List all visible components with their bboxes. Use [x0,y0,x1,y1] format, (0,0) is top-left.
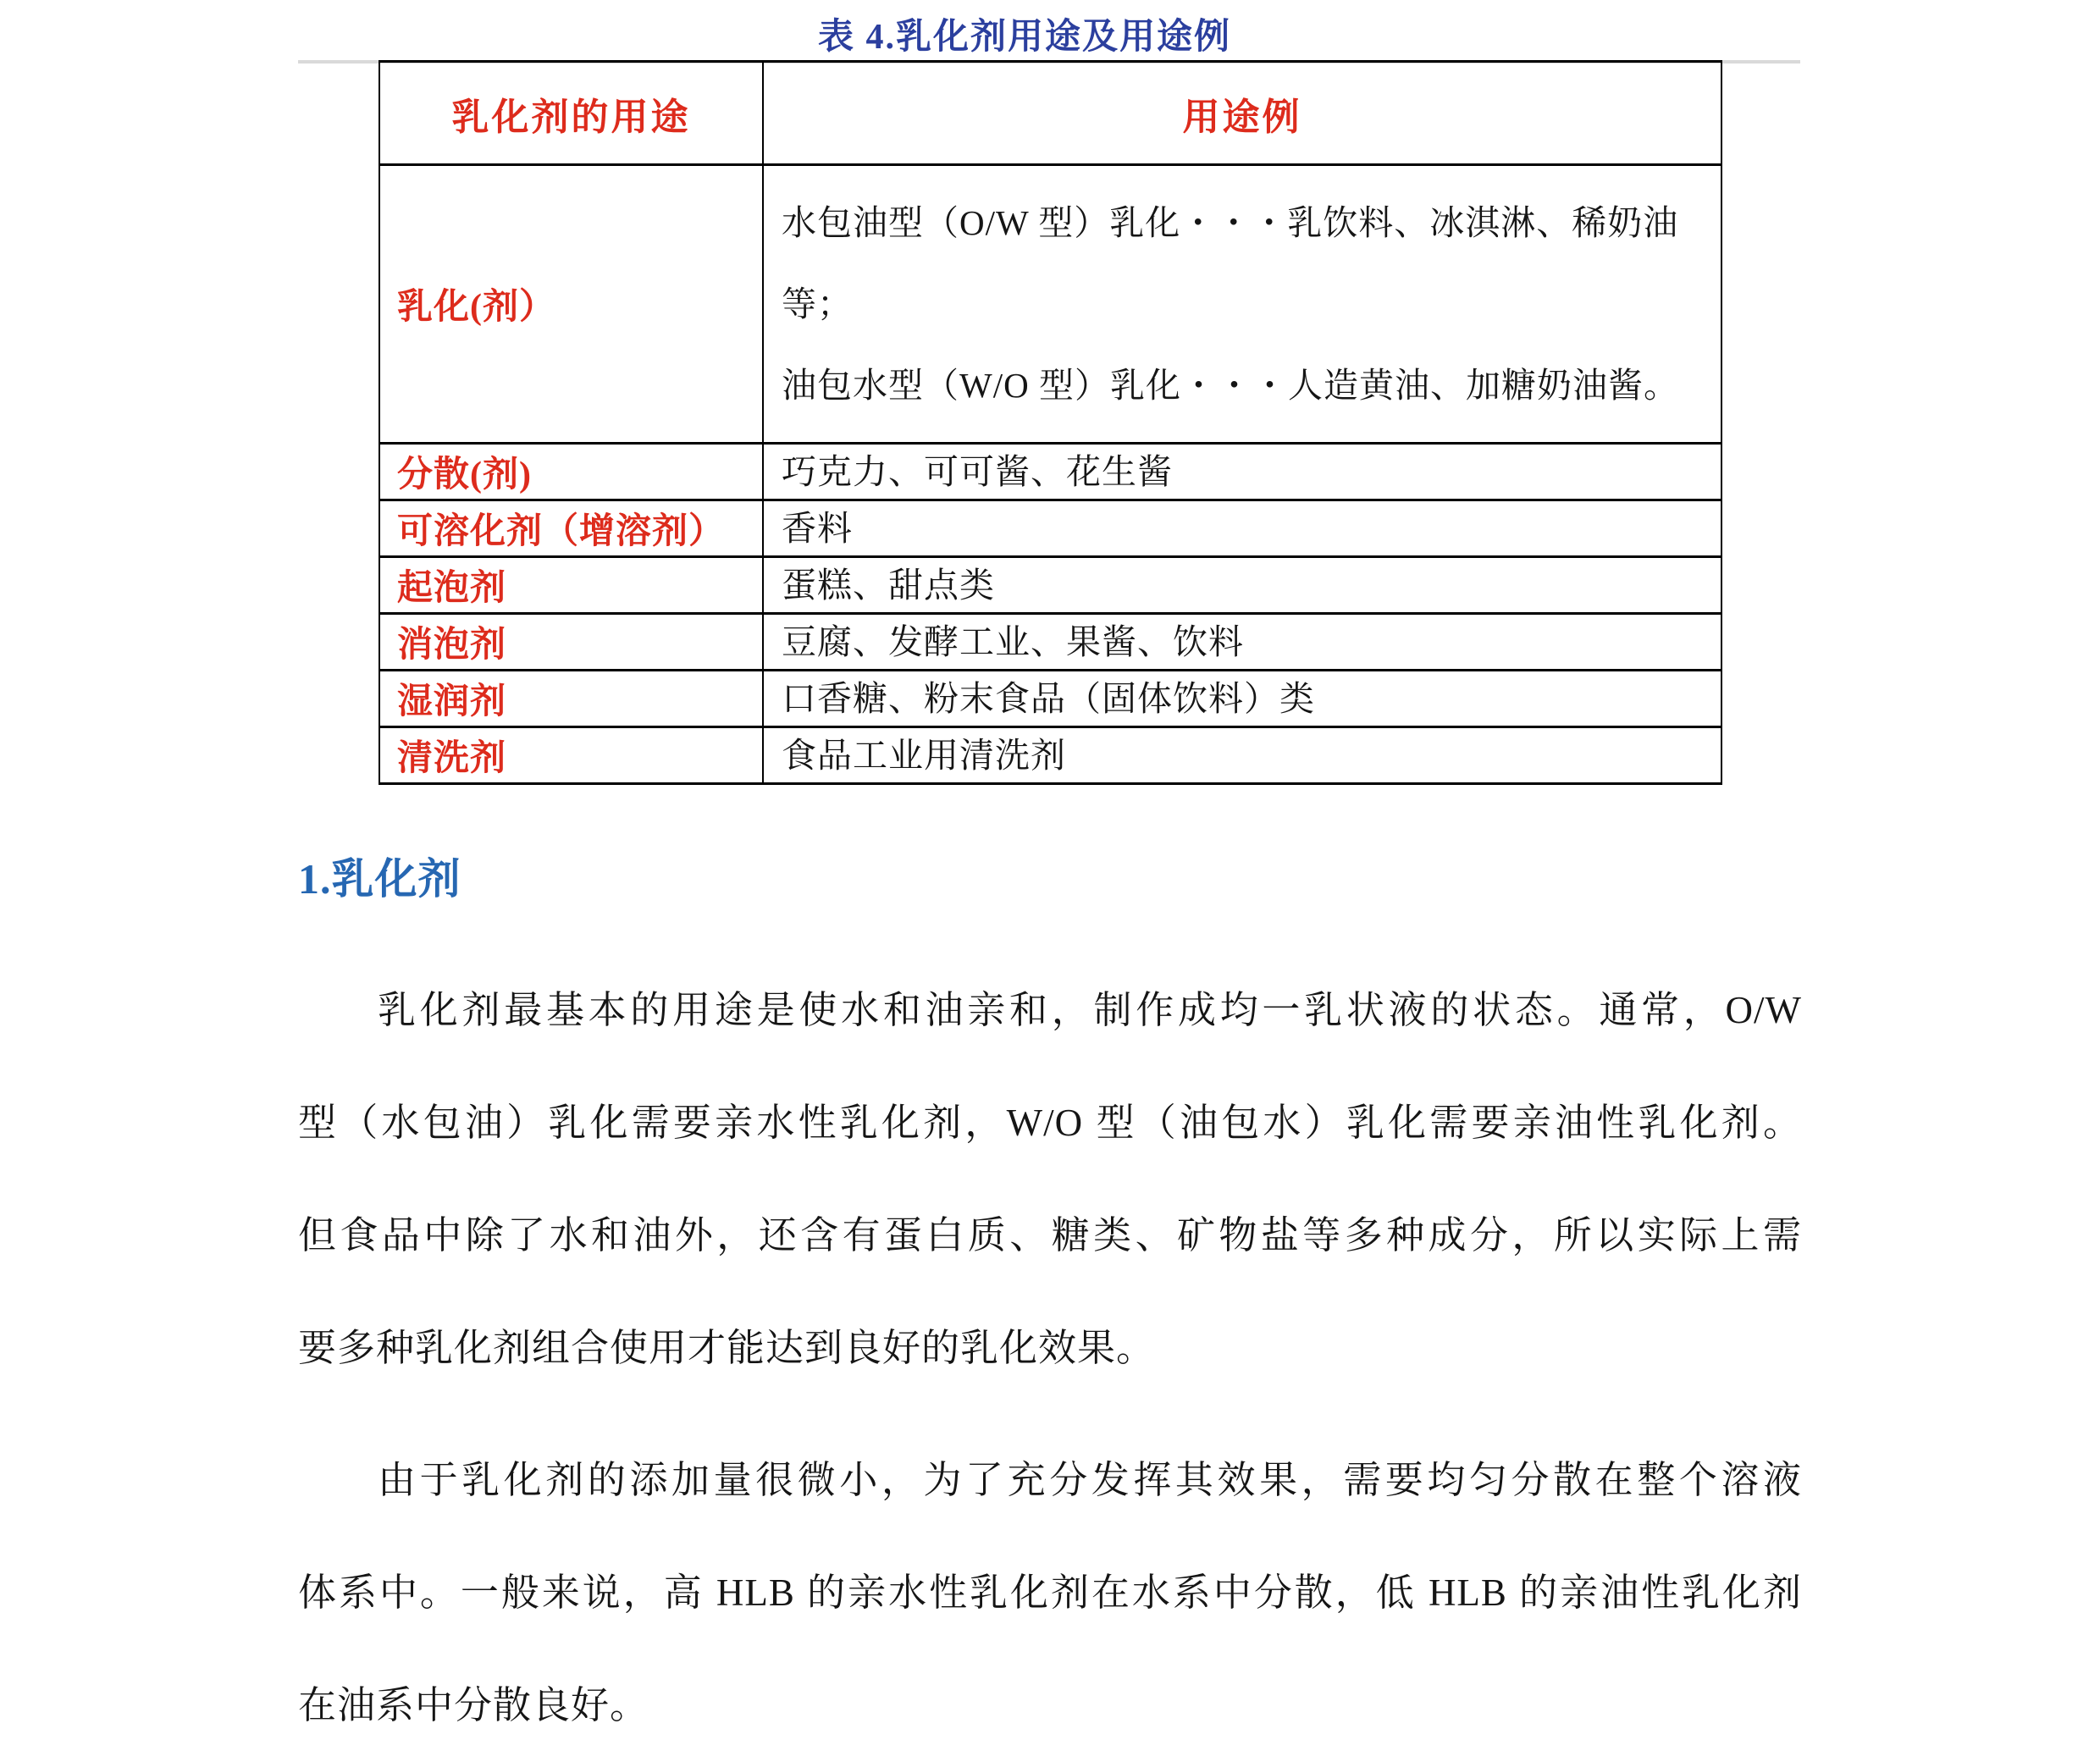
example-cell [763,444,1721,500]
table-row [379,500,1721,557]
example-line: 等； [782,284,853,323]
example-cell [763,500,1721,557]
example-line: 油包水型（W/O 型）乳化・・・人造黄油、加糖奶油酱。 [782,366,1679,405]
paragraph-line: 乳化剂最基本的用途是使水和油亲和，制作成均一乳状液的状态。通常，O/W [378,989,1802,1031]
table-row [379,444,1721,500]
use-cell: 起泡剂 [379,557,763,614]
use-cell: 可溶化剂（增溶剂） [379,500,763,557]
use-cell: 清洗剂 [379,727,763,784]
paragraph-line: 在油系中分散良好。 [298,1684,649,1726]
example-cell [763,671,1721,727]
table-row [379,557,1721,614]
example-cell [763,165,1721,444]
example-cell [763,614,1721,671]
paragraph-line: 要多种乳化剂组合使用才能达到良好的乳化效果。 [298,1327,1156,1369]
table-header-use: 乳化剂的用途 [379,62,763,165]
table-caption: 表 4.乳化剂用途及用途例 [817,18,1231,57]
body-paragraphs [298,954,1802,1762]
emulsifier-use-table [379,60,1722,785]
table-body [379,165,1721,784]
paragraph [298,1424,1802,1762]
table-header-row [379,62,1721,165]
example-cell [763,557,1721,614]
example-line: 水包油型（O/W 型）乳化・・・乳饮料、冰淇淋、稀奶油 [782,203,1679,242]
paragraph-line: 由于乳化剂的添加量很微小，为了充分发挥其效果，需要均匀分散在整个溶液 [378,1459,1802,1501]
use-cell: 湿润剂 [379,671,763,727]
paragraph [298,954,1802,1405]
example-line: 巧克力、可可酱、花生酱 [782,452,1173,491]
example-cell [763,727,1721,784]
paragraph-line: 但食品中除了水和油外，还含有蛋白质、糖类、矿物盐等多种成分，所以实际上需 [298,1214,1802,1257]
example-line: 豆腐、发酵工业、果酱、饮料 [782,622,1244,661]
use-cell: 乳化(剂） [379,165,763,444]
section-heading: 1.乳化剂 [298,855,461,903]
paragraph-line: 体系中。一般来说，高 HLB 的亲水性乳化剂在水系中分散，低 HLB 的亲油性乳化剂 [298,1571,1802,1614]
example-line: 香料 [782,509,853,548]
example-line: 口香糖、粉末食品（固体饮料）类 [782,679,1315,718]
table-row [379,671,1721,727]
table-header-example: 用途例 [763,62,1721,165]
use-cell: 分散(剂) [379,444,763,500]
use-cell: 消泡剂 [379,614,763,671]
table-row [379,727,1721,784]
table-row [379,165,1721,444]
table-row [379,614,1721,671]
example-line: 食品工业用清洗剂 [782,736,1066,775]
example-line: 蛋糕、甜点类 [782,566,995,605]
paragraph-line: 型（水包油）乳化需要亲水性乳化剂，W/O 型（油包水）乳化需要亲油性乳化剂。 [298,1102,1802,1144]
